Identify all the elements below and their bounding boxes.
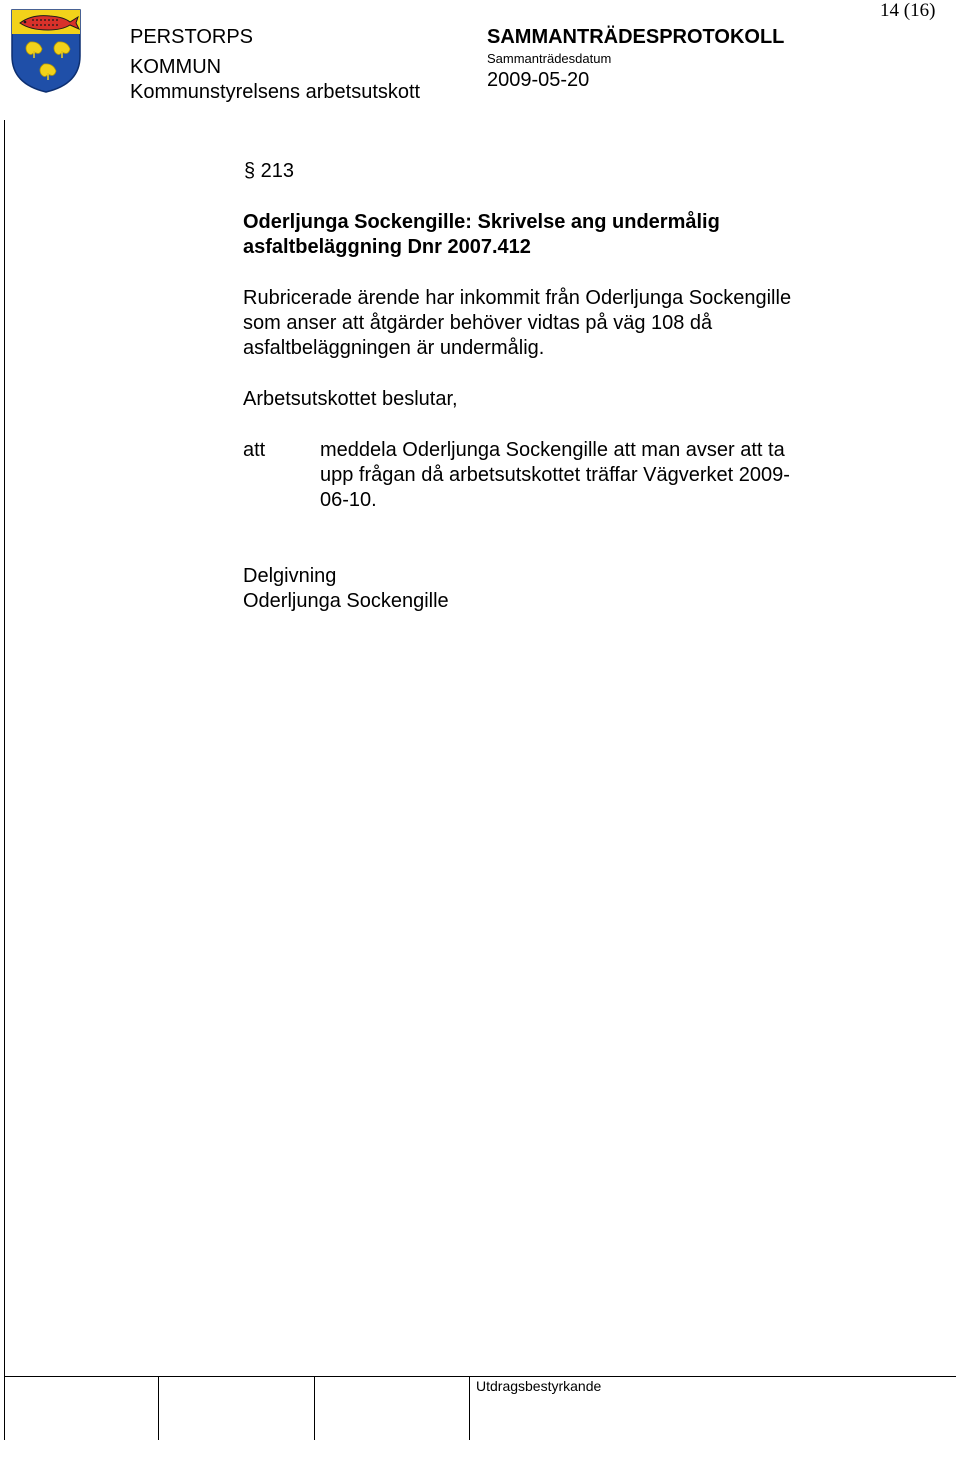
meeting-date-label: Sammanträdesdatum [487,51,612,66]
delivery-recipient: Oderljunga Sockengille [243,590,449,612]
decision-heading: Arbetsutskottet beslutar, [243,388,458,410]
decision-line: meddela Oderljunga Sockengille att man avser att ta [320,439,785,461]
decision-marker: att [243,439,266,461]
footer-cell-divider [158,1376,159,1440]
decision-line: upp frågan då arbetsutskottet träffar Vägverket 2009- [320,464,790,486]
section-title-line2: asfaltbeläggning Dnr 2007.412 [243,236,531,258]
decision-line: 06-10. [320,489,377,511]
footer-cell-divider [469,1376,470,1440]
footer-cell-divider [314,1376,315,1440]
body-line: asfaltbeläggningen är undermålig. [243,337,545,359]
left-margin-rule [4,120,5,1440]
page-number: 14 (16) [880,0,936,21]
footer-rule [4,1376,956,1377]
coat-of-arms-icon [10,8,82,94]
document-type: SAMMANTRÄDESPROTOKOLL [487,26,785,48]
body-line: Rubricerade ärende har inkommit från Oderljunga Sockengille [243,287,792,309]
section-number: § 213 [244,160,295,182]
section-title-line1: Oderljunga Sockengille: Skrivelse ang undermålig [243,211,720,233]
delivery-heading: Delgivning [243,565,337,587]
org-name-line1: PERSTORPS [130,26,253,48]
org-body: Kommunstyrelsens arbetsutskott [130,81,421,103]
meeting-date-value: 2009-05-20 [487,69,590,91]
extract-certification-label: Utdragsbestyrkande [476,1378,602,1394]
org-name-line2: KOMMUN [130,56,222,78]
body-line: som anser att åtgärder behöver vidtas på väg 108 då [243,312,713,334]
